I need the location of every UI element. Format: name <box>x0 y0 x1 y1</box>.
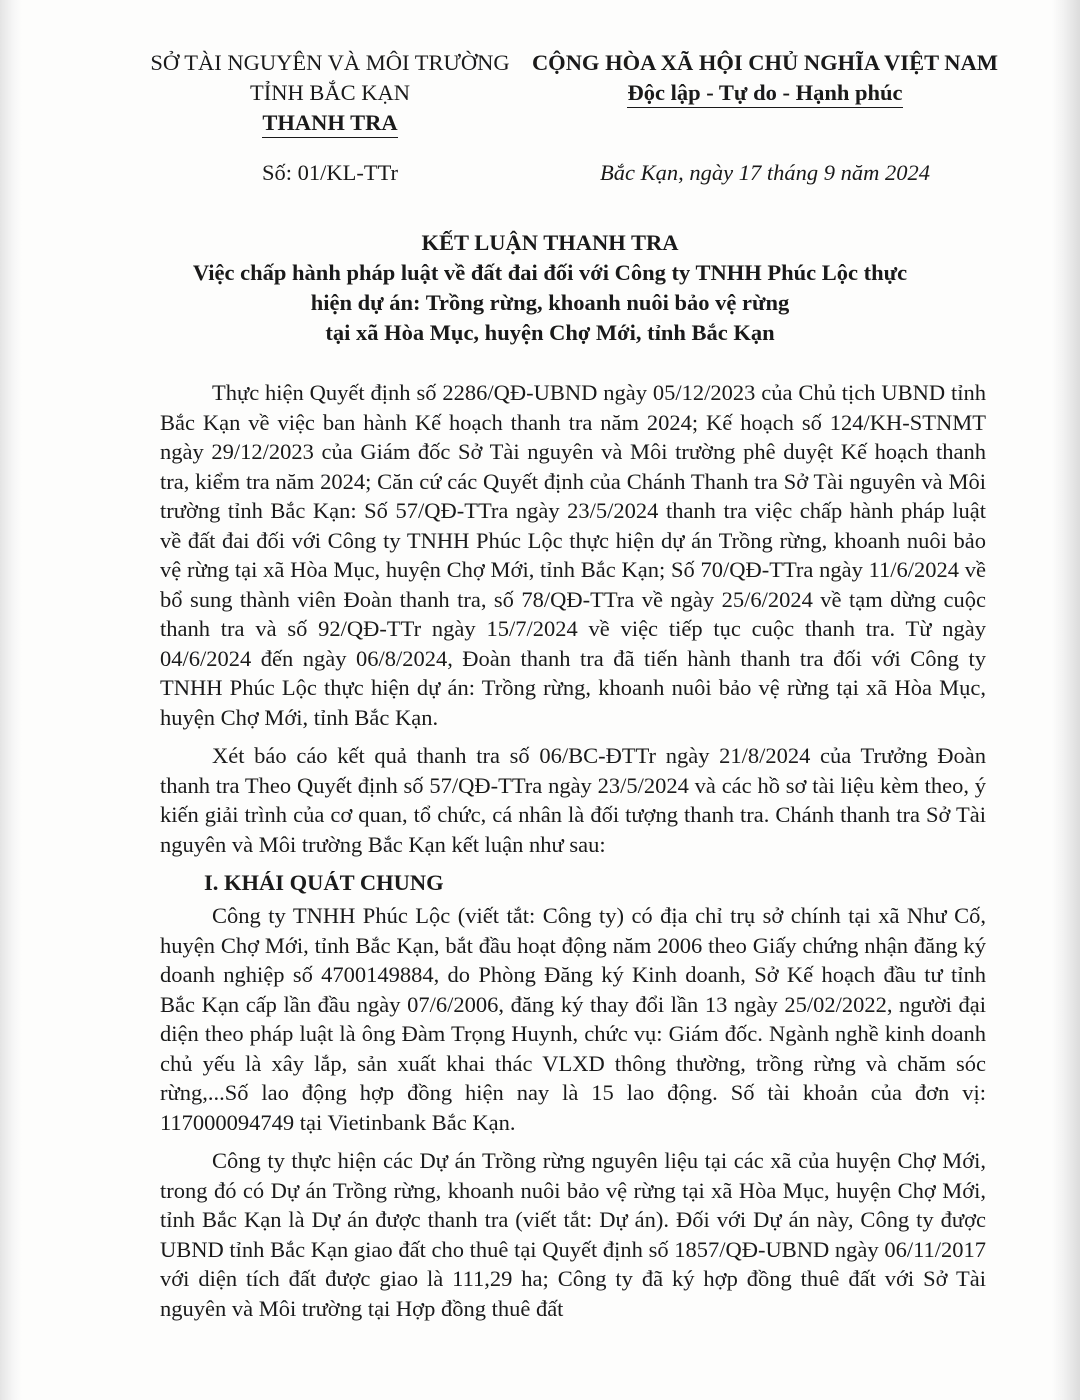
document-body <box>160 378 986 1332</box>
nation-line-2: Độc lập - Tự do - Hạnh phúc <box>627 79 902 108</box>
paragraph-3: Công ty TNHH Phúc Lộc (viết tắt: Công ty) có địa chỉ trụ sở chính tại xã Như Cố, huyện Chợ Mới, tỉnh Bắc Kạn, bắt đầu hoạt động năm 2006 theo Giấy chứng nhận đăng ký doanh nghiệp số 4700149884, do Phòng Đăng ký Kinh doanh, Sở Kế hoạch đầu tư tỉnh Bắc Kạn cấp lần đầu ngày 07/6/2006, đăng ký thay đổi lần 13 ngày 25/02/2022, người đại diện theo pháp luật là ông Đàm Trọng Huynh, chức vụ: Giám đốc. Ngành nghề kinh doanh chủ yếu là xây lắp, sản xuất khai thác VLXD thông thường, trồng rừng và chăm sóc rừng,...Số lao động hợp đồng hiện nay là 15 lao động. Số tài khoản của đơn vị: 117000094749 tại Vietinbank Bắc Kạn. <box>160 903 986 1135</box>
paragraph-4: Công ty thực hiện các Dự án Trồng rừng nguyên liệu tại các xã của huyện Chợ Mới, trong đó có Dự án Trồng rừng, khoanh nuôi bảo vệ rừng tại xã Hòa Mục, huyện Chợ Mới, tỉnh Bắc Kạn là Dự án được thanh tra (viết tắt: Dự án). Đối với Dự án này, Công ty được UBND tỉnh Bắc Kạn giao đất cho thuê tại Quyết định số 1857/QĐ-UBND ngày 06/11/2017 với diện tích đất được giao là 111,29 ha; Công ty đã ký hợp đồng thuê đất với Sở Tài nguyên và Môi trường tại Hợp đồng thuê đất <box>160 1148 986 1321</box>
nation-line-1: CỘNG HÒA XÃ HỘI CHỦ NGHĨA VIỆT NAM <box>531 50 999 75</box>
title-line-2: hiện dự án: Trồng rừng, khoanh nuôi bảo vệ rừng <box>310 290 790 315</box>
paragraph-2: Xét báo cáo kết quả thanh tra số 06/BC-ĐTTr ngày 21/8/2024 của Trưởng Đoàn thanh tra Theo Quyết định số 57/QĐ-TTra ngày 23/5/2024 và các hồ sơ tài liệu kèm theo, ý kiến giải trình của cơ quan, tổ chức, cá nhân là đối tượng thanh tra. Chánh thanh tra Sở Tài nguyên và Môi trường Bắc Kạn kết luận như sau: <box>160 743 986 857</box>
agency-line-2: TỈNH BẮC KẠN <box>250 80 410 105</box>
issuing-agency <box>110 48 550 138</box>
document-title <box>120 228 980 348</box>
agency-line-3: THANH TRA <box>262 109 397 138</box>
title-line-1: Việc chấp hành pháp luật về đất đai đối với Công ty TNHH Phúc Lộc thực <box>192 260 908 285</box>
scan-shadow-left <box>0 0 22 1400</box>
title-main: KẾT LUẬN THANH TRA <box>421 230 679 255</box>
agency-line-1: SỞ TÀI NGUYÊN VÀ MÔI TRƯỜNG <box>150 50 510 75</box>
national-motto <box>530 48 1000 108</box>
document-number: Số: 01/KL-TTr <box>261 160 399 185</box>
section-heading-1: I. KHÁI QUÁT CHUNG <box>204 870 444 895</box>
title-line-3: tại xã Hòa Mục, huyện Chợ Mới, tỉnh Bắc Kạn <box>325 320 775 345</box>
place-date: Bắc Kạn, ngày 17 tháng 9 năm 2024 <box>600 160 930 185</box>
scan-shadow-right <box>1052 0 1080 1400</box>
document-header <box>0 48 1080 198</box>
paragraph-1: Thực hiện Quyết định số 2286/QĐ-UBND ngày 05/12/2023 của Chủ tịch UBND tỉnh Bắc Kạn về việc ban hành Kế hoạch thanh tra năm 2024; Kế hoạch số 124/KH-STNMT ngày 29/12/2023 của Giám đốc Sở Tài nguyên và Môi trường phê duyệt Kế hoạch thanh tra, kiểm tra năm 2024; Căn cứ các Quyết định của Chánh Thanh tra Sở Tài nguyên và Môi trường tỉnh Bắc Kạn: Số 57/QĐ-TTra ngày 23/5/2024 thanh tra việc chấp hành pháp luật về đất đai đối với Công ty TNHH Phúc Lộc thực hiện dự án Trồng rừng, khoanh nuôi bảo vệ rừng tại xã Hòa Mục, huyện Chợ Mới, tỉnh Bắc Kạn; Số 70/QĐ-TTra ngày 11/6/2024 về bổ sung thành viên Đoàn thanh tra, số 78/QĐ-TTra về ngày 25/6/2024 về tạm dừng cuộc thanh tra và số 92/QĐ-TTr ngày 15/7/2024 về việc tiếp tục cuộc thanh tra. Từ ngày 04/6/2024 đến ngày 06/8/2024, Đoàn thanh tra đã tiến hành thanh tra đối với Công ty TNHH Phúc Lộc thực hiện dự án: Trồng rừng, khoanh nuôi bảo vệ rừng tại xã Hòa Mục, huyện Chợ Mới, tỉnh Bắc Kạn. <box>160 380 986 730</box>
